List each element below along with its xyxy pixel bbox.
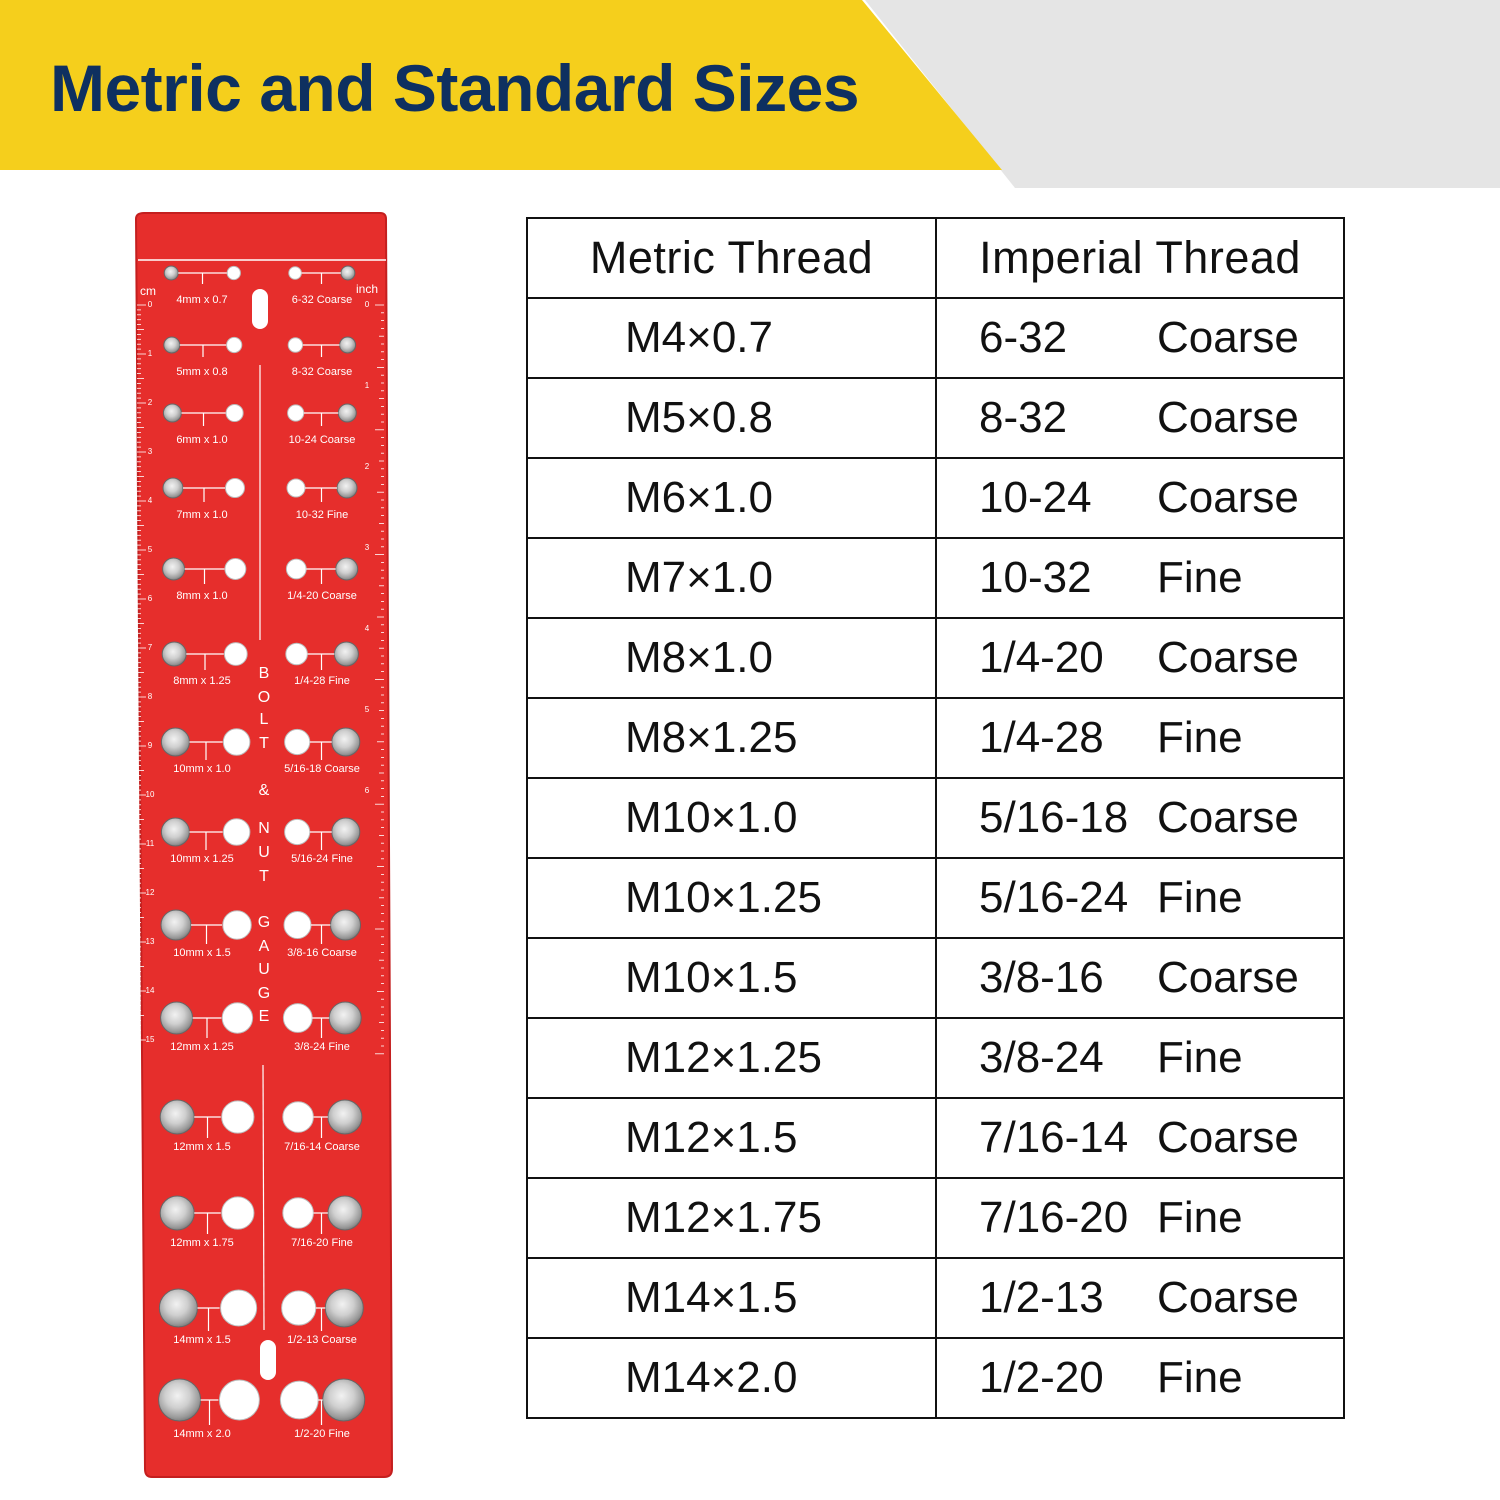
cm-tick-label: 12 xyxy=(145,888,155,897)
metric-nut-hole xyxy=(223,911,252,940)
cm-tick-label: 9 xyxy=(147,741,153,750)
imperial-size: 1/2-13 xyxy=(979,1273,1104,1322)
metric-nut-hole xyxy=(226,404,243,421)
metric-thread-cell: M6×1.0 xyxy=(527,458,936,538)
imperial-nut-hole xyxy=(282,1291,316,1325)
cm-tick-label: 5 xyxy=(147,545,153,554)
imperial-bolt xyxy=(336,558,358,580)
metric-nut-hole xyxy=(222,1197,254,1229)
metric-bolt xyxy=(161,818,189,846)
metric-nut-hole xyxy=(227,337,242,352)
imperial-nut-hole xyxy=(287,479,305,497)
imperial-nut-hole xyxy=(286,559,306,579)
metric-bolt xyxy=(160,1100,194,1134)
metric-size-label: 5mm x 0.8 xyxy=(176,366,228,378)
metric-size-label: 14mm x 1.5 xyxy=(173,1334,231,1346)
table-row xyxy=(527,1258,1344,1338)
imperial-size-label: 1/2-20 Fine xyxy=(294,1428,350,1440)
imperial-size-label: 5/16-18 Coarse xyxy=(284,763,360,775)
imperial-size: 8-32 xyxy=(979,393,1068,442)
cm-tick-label: 1 xyxy=(147,349,153,358)
imperial-pitch: Fine xyxy=(1157,553,1243,602)
imperial-pitch: Fine xyxy=(1157,713,1243,762)
imperial-nut-hole xyxy=(289,267,302,280)
imperial-size-label: 8-32 Coarse xyxy=(291,366,353,378)
vertical-letter: U xyxy=(258,844,270,861)
inch-tick-label: 3 xyxy=(364,543,370,552)
table-row xyxy=(527,458,1344,538)
vertical-letter: A xyxy=(258,938,270,955)
imperial-size: 7/16-20 xyxy=(979,1193,1129,1242)
cm-tick-label: 13 xyxy=(145,937,155,946)
metric-size-label: 8mm x 1.0 xyxy=(176,590,228,602)
cm-tick-label: 15 xyxy=(145,1035,155,1044)
vertical-letter: U xyxy=(258,961,270,978)
imperial-size-label: 3/8-16 Coarse xyxy=(287,947,357,959)
thread-table xyxy=(526,217,1345,1419)
metric-thread-cell: M14×2.0 xyxy=(527,1338,936,1418)
metric-size-label: 4mm x 0.7 xyxy=(176,294,228,306)
metric-thread-cell: M7×1.0 xyxy=(527,538,936,618)
imperial-size: 10-24 xyxy=(979,473,1092,522)
vertical-letter: B xyxy=(258,665,270,682)
metric-bolt xyxy=(162,642,186,666)
metric-size-label: 10mm x 1.0 xyxy=(173,763,231,775)
imperial-pitch: Coarse xyxy=(1157,793,1299,842)
imperial-nut-hole xyxy=(283,1004,312,1033)
imperial-thread-cell xyxy=(936,618,1344,698)
imperial-thread-cell xyxy=(936,858,1344,938)
imperial-size-label: 5/16-24 Fine xyxy=(291,853,353,865)
imperial-thread-cell xyxy=(936,1258,1344,1338)
metric-thread-cell: M8×1.0 xyxy=(527,618,936,698)
metric-size-label: 6mm x 1.0 xyxy=(176,434,228,446)
vertical-letter: E xyxy=(258,1008,270,1025)
metric-thread-cell: M10×1.0 xyxy=(527,778,936,858)
metric-size-label: 12mm x 1.75 xyxy=(170,1237,234,1249)
imperial-bolt xyxy=(337,478,357,498)
imperial-size-label: 7/16-14 Coarse xyxy=(284,1141,360,1153)
imperial-nut-hole xyxy=(280,1381,318,1419)
imperial-thread-cell xyxy=(936,1098,1344,1178)
metric-nut-hole xyxy=(221,1290,257,1326)
metric-size-label: 7mm x 1.0 xyxy=(176,509,228,521)
cm-label: cm xyxy=(140,284,156,298)
imperial-pitch: Coarse xyxy=(1157,473,1299,522)
vertical-letter: G xyxy=(257,985,271,1002)
imperial-bolt xyxy=(323,1379,365,1421)
table-row xyxy=(527,1018,1344,1098)
imperial-thread-cell xyxy=(936,698,1344,778)
metric-bolt xyxy=(161,910,191,940)
metric-bolt xyxy=(163,558,185,580)
table-header-row xyxy=(527,218,1344,298)
inch-tick-label: 4 xyxy=(364,624,370,633)
inch-tick-label: 6 xyxy=(364,786,370,795)
cm-tick-label: 14 xyxy=(145,986,155,995)
cm-tick-label: 8 xyxy=(147,692,153,701)
table-row xyxy=(527,538,1344,618)
metric-bolt xyxy=(164,337,180,353)
imperial-bolt xyxy=(331,910,361,940)
imperial-size: 3/8-24 xyxy=(979,1033,1104,1082)
imperial-bolt xyxy=(338,404,356,422)
vertical-letter: T xyxy=(259,735,269,752)
imperial-pitch: Coarse xyxy=(1157,313,1299,362)
imperial-thread-header: Imperial Thread xyxy=(936,218,1344,298)
metric-size-label: 10mm x 1.5 xyxy=(173,947,231,959)
metric-size-label: 12mm x 1.5 xyxy=(173,1141,231,1153)
vertical-letter: & xyxy=(258,782,270,799)
imperial-nut-hole xyxy=(285,819,310,844)
imperial-bolt xyxy=(332,728,360,756)
imperial-thread-cell xyxy=(936,538,1344,618)
metric-nut-hole xyxy=(223,729,250,756)
imperial-size: 5/16-24 xyxy=(979,873,1129,922)
cm-tick-label: 7 xyxy=(147,643,153,652)
metric-nut-hole xyxy=(224,643,247,666)
imperial-size-label: 1/4-28 Fine xyxy=(294,675,350,687)
metric-nut-hole xyxy=(227,266,240,279)
imperial-thread-cell xyxy=(936,298,1344,378)
imperial-size-label: 10-32 Fine xyxy=(295,509,349,521)
cm-tick-label: 0 xyxy=(147,300,153,309)
metric-bolt xyxy=(163,404,181,422)
imperial-bolt xyxy=(340,337,356,353)
table-row xyxy=(527,298,1344,378)
vertical-letter: T xyxy=(259,868,269,885)
table-row xyxy=(527,618,1344,698)
imperial-bolt xyxy=(329,1002,361,1034)
inch-tick-label: 5 xyxy=(364,705,370,714)
inch-label: inch xyxy=(355,282,379,296)
metric-nut-hole xyxy=(222,1003,252,1033)
inch-tick-label: 0 xyxy=(364,300,370,309)
vertical-letter: L xyxy=(259,711,269,728)
imperial-pitch: Coarse xyxy=(1157,393,1299,442)
imperial-size: 6-32 xyxy=(979,313,1068,362)
imperial-thread-cell xyxy=(936,938,1344,1018)
metric-thread-cell: M4×0.7 xyxy=(527,298,936,378)
metric-nut-hole xyxy=(225,559,246,580)
metric-bolt xyxy=(159,1289,197,1327)
metric-bolt xyxy=(161,728,189,756)
metric-thread-header: Metric Thread xyxy=(527,218,936,298)
imperial-size-label: 3/8-24 Fine xyxy=(294,1041,350,1053)
metric-thread-cell: M14×1.5 xyxy=(527,1258,936,1338)
imperial-nut-hole xyxy=(288,405,304,421)
imperial-nut-hole xyxy=(285,729,310,754)
table-row xyxy=(527,778,1344,858)
imperial-bolt xyxy=(328,1196,362,1230)
imperial-size-label: 1/2-13 Coarse xyxy=(287,1334,357,1346)
imperial-bolt xyxy=(332,818,360,846)
cm-tick-label: 6 xyxy=(147,594,153,603)
imperial-pitch: Coarse xyxy=(1157,1273,1299,1322)
imperial-thread-cell xyxy=(936,458,1344,538)
table-row xyxy=(527,698,1344,778)
metric-thread-cell: M8×1.25 xyxy=(527,698,936,778)
imperial-size: 1/2-20 xyxy=(979,1353,1104,1402)
imperial-thread-cell xyxy=(936,378,1344,458)
cm-tick-label: 10 xyxy=(145,790,155,799)
imperial-thread-cell xyxy=(936,778,1344,858)
vertical-letter: N xyxy=(258,820,270,837)
metric-thread-cell: M5×0.8 xyxy=(527,378,936,458)
imperial-size-label: 1/4-20 Coarse xyxy=(287,590,357,602)
hang-slot xyxy=(260,1340,276,1380)
inch-tick-label: 1 xyxy=(364,381,370,390)
metric-thread-cell: M10×1.25 xyxy=(527,858,936,938)
metric-thread-cell: M12×1.75 xyxy=(527,1178,936,1258)
table-row xyxy=(527,1098,1344,1178)
metric-thread-cell: M12×1.25 xyxy=(527,1018,936,1098)
inch-tick-label: 2 xyxy=(364,462,370,471)
table-row xyxy=(527,378,1344,458)
imperial-size: 1/4-28 xyxy=(979,713,1104,762)
imperial-bolt xyxy=(328,1100,362,1134)
imperial-size: 7/16-14 xyxy=(979,1113,1129,1162)
hang-slot xyxy=(252,289,268,329)
metric-bolt xyxy=(159,1379,201,1421)
table-row xyxy=(527,858,1344,938)
imperial-nut-hole xyxy=(283,1198,314,1229)
imperial-pitch: Coarse xyxy=(1157,633,1299,682)
imperial-size: 10-32 xyxy=(979,553,1092,602)
metric-size-label: 10mm x 1.25 xyxy=(170,853,234,865)
metric-nut-hole xyxy=(223,819,250,846)
metric-thread-cell: M12×1.5 xyxy=(527,1098,936,1178)
cm-tick-label: 11 xyxy=(145,839,155,848)
imperial-size: 5/16-18 xyxy=(979,793,1129,842)
imperial-nut-hole xyxy=(284,912,311,939)
imperial-pitch: Coarse xyxy=(1157,953,1299,1002)
imperial-pitch: Fine xyxy=(1157,873,1243,922)
bolt-nut-gauge xyxy=(130,205,400,1490)
metric-thread-cell: M10×1.5 xyxy=(527,938,936,1018)
imperial-pitch: Fine xyxy=(1157,1353,1243,1402)
table-row xyxy=(527,1338,1344,1418)
metric-bolt xyxy=(164,266,178,280)
cm-tick-label: 3 xyxy=(147,447,153,456)
imperial-nut-hole xyxy=(288,338,302,352)
imperial-pitch: Fine xyxy=(1157,1033,1243,1082)
imperial-bolt xyxy=(334,642,358,666)
metric-bolt xyxy=(163,478,183,498)
table-row xyxy=(527,938,1344,1018)
imperial-bolt xyxy=(325,1289,363,1327)
cm-tick-label: 4 xyxy=(147,496,153,505)
imperial-thread-cell xyxy=(936,1178,1344,1258)
metric-size-label: 14mm x 2.0 xyxy=(173,1428,231,1440)
imperial-bolt xyxy=(341,266,355,280)
imperial-pitch: Coarse xyxy=(1157,1113,1299,1162)
metric-nut-hole xyxy=(222,1101,254,1133)
table-row xyxy=(527,1178,1344,1258)
metric-size-label: 8mm x 1.25 xyxy=(173,675,231,687)
imperial-pitch: Fine xyxy=(1157,1193,1243,1242)
imperial-nut-hole xyxy=(286,643,308,665)
imperial-thread-cell xyxy=(936,1018,1344,1098)
vertical-letter: G xyxy=(257,914,271,931)
imperial-nut-hole xyxy=(283,1102,314,1133)
metric-nut-hole xyxy=(219,1380,259,1420)
imperial-size: 3/8-16 xyxy=(979,953,1104,1002)
imperial-size-label: 6-32 Coarse xyxy=(291,294,353,306)
metric-nut-hole xyxy=(226,479,245,498)
imperial-size-label: 10-24 Coarse xyxy=(288,434,356,446)
page-title: Metric and Standard Sizes xyxy=(50,51,860,125)
metric-bolt xyxy=(161,1002,193,1034)
metric-bolt xyxy=(160,1196,194,1230)
imperial-size-label: 7/16-20 Fine xyxy=(291,1237,353,1249)
imperial-thread-cell xyxy=(936,1338,1344,1418)
cm-tick-label: 2 xyxy=(147,398,153,407)
metric-size-label: 12mm x 1.25 xyxy=(170,1041,234,1053)
vertical-letter: O xyxy=(257,689,271,706)
imperial-size: 1/4-20 xyxy=(979,633,1104,682)
